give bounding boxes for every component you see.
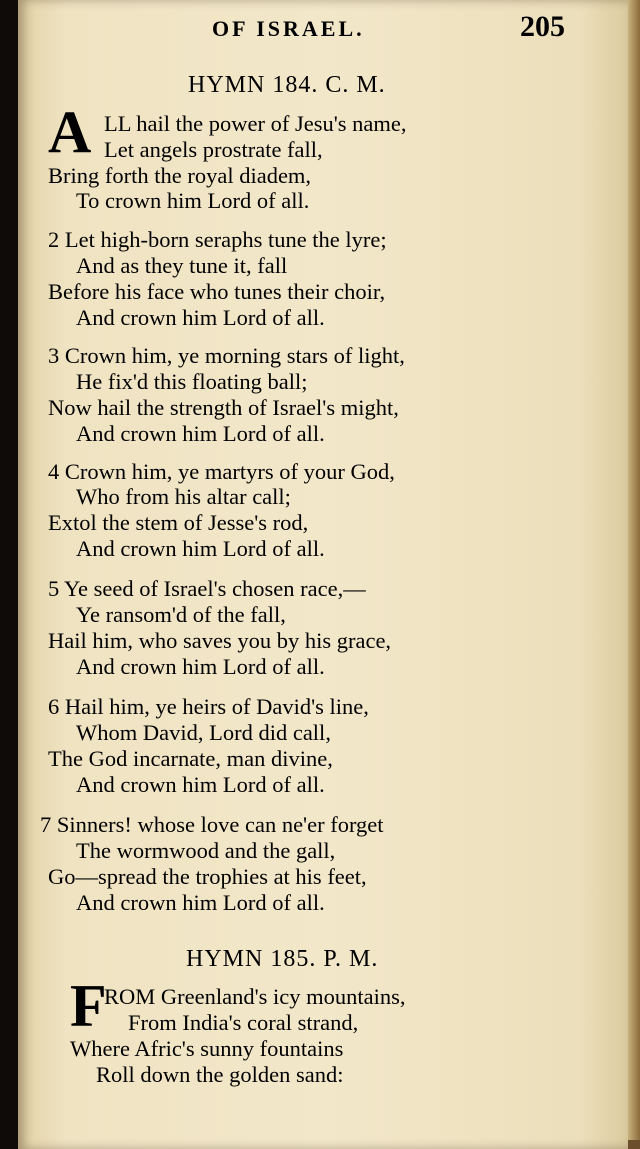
verse-line: Who from his altar call; [76,484,291,509]
verse-line: Where Afric's sunny fountains [70,1036,344,1061]
verse-line: And crown him Lord of all. [76,890,325,915]
hymn-185-title: HYMN 185. P. M. [186,946,379,972]
hymn-184-title: HYMN 184. C. M. [188,72,386,98]
verse-line: Extol the stem of Jesse's rod, [48,510,309,535]
verse-line: And as they tune it, fall [76,253,288,278]
verse-line: Go—spread the trophies at his feet, [48,864,367,889]
verse-line: And crown him Lord of all. [76,536,325,561]
verse-line: And crown him Lord of all. [76,421,325,446]
drop-cap-f: F [70,973,107,1039]
verse-line: 5 Ye seed of Israel's chosen race,— [48,576,366,601]
verse-line: He fix'd this floating ball; [76,369,308,394]
page-edge [628,0,640,1149]
verse-line: Ye ransom'd of the fall, [76,602,286,627]
verse-line: LL hail the power of Jesu's name, [104,111,407,136]
verse-line: ROM Greenland's icy mountains, [104,984,406,1009]
page-number: 205 [520,10,565,43]
verse-line: 4 Crown him, ye martyrs of your God, [48,459,395,484]
drop-cap-a: A [48,99,92,165]
verse-line: 6 Hail him, ye heirs of David's line, [48,694,369,719]
verse-line: And crown him Lord of all. [76,772,325,797]
verse-line: The wormwood and the gall, [76,838,336,863]
verse-line: And crown him Lord of all. [76,654,325,679]
verse-line: 2 Let high-born seraphs tune the lyre; [48,227,387,252]
verse-line: 7 Sinners! whose love can ne'er forget [40,812,384,837]
verse-line: Hail him, who saves you by his grace, [48,628,392,653]
verse-line: To crown him Lord of all. [76,188,310,213]
verse-line: Bring forth the royal diadem, [48,163,312,188]
running-title: OF ISRAEL. [212,16,365,41]
verse-line: Before his face who tunes their choir, [48,279,386,304]
verse-line: The God incarnate, man divine, [48,746,333,771]
verse-line: Whom David, Lord did call, [76,720,331,745]
verse-line: Let angels prostrate fall, [104,137,323,162]
verse-line: And crown him Lord of all. [76,305,325,330]
book-spine [0,0,18,1149]
verse-line: From India's coral strand, [128,1010,359,1035]
verse-line: Roll down the golden sand: [96,1062,344,1087]
verse-line: Now hail the strength of Israel's might, [48,395,399,420]
verse-line: 3 Crown him, ye morning stars of light, [48,343,405,368]
